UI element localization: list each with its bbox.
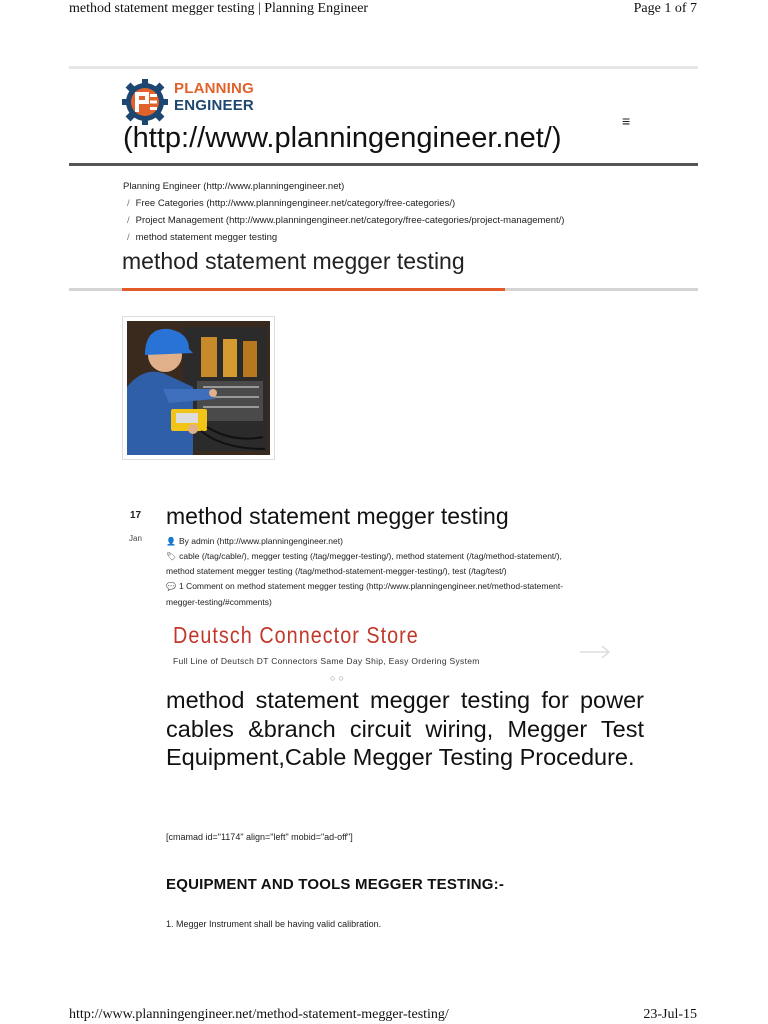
post-author[interactable] (166, 536, 343, 546)
ad-title[interactable]: Deutsch Connector Store (173, 622, 419, 648)
header-divider (69, 163, 698, 166)
breadcrumb-separator: / (127, 215, 130, 226)
logo-wordmark-planning: PLANNING (174, 80, 254, 97)
print-footer-date: 23-Jul-15 (643, 1007, 697, 1022)
tag-icon: 🏷 (166, 552, 177, 561)
user-icon: 👤 (166, 537, 176, 546)
post-tags-continued[interactable]: method statement megger testing (/tag/method-statement-megger-testing/), test (/tag/test/) (166, 566, 507, 576)
post-title: method statement megger testing (166, 503, 509, 529)
breadcrumb-item-project-management[interactable] (127, 215, 564, 226)
breadcrumb-item-home[interactable]: Planning Engineer (http://www.planningengineer.net) (123, 181, 345, 192)
breadcrumb-label: method statement megger testing (135, 232, 278, 243)
top-divider (69, 66, 698, 69)
post-author-text: By admin (http://www.planningengineer.net) (178, 536, 343, 546)
post-tags-text: cable (/tag/cable/), megger testing (/tag/megger-testing/), method statement (/tag/method-statement/), (179, 551, 562, 561)
title-divider-accent (122, 288, 505, 291)
breadcrumb-separator: / (127, 198, 130, 209)
print-page-number: Page 1 of 7 (633, 1, 697, 16)
print-header-title: method statement megger testing | Planning Engineer (69, 1, 369, 16)
post-comments-link-continued[interactable]: megger-testing/#comments) (166, 597, 272, 607)
breadcrumb-label: Project Management (http://www.planningengineer.net/category/free-categories/project-management/) (135, 215, 565, 226)
page-title: method statement megger testing (122, 248, 465, 274)
featured-image (122, 316, 275, 460)
breadcrumb-item-current (127, 232, 277, 243)
logo-wordmark-engineer: ENGINEER (174, 97, 254, 114)
ad-pagination-dots[interactable]: ○○ (330, 673, 347, 683)
post-tags[interactable] (166, 551, 562, 561)
site-home-link[interactable]: (http://www.planningengineer.net/) (123, 122, 562, 154)
comment-icon: 💬 (166, 582, 176, 591)
breadcrumb-label: Free Categories (http://www.planningengineer.net/category/free-categories/) (135, 198, 456, 209)
menu-icon[interactable]: ≡ (622, 113, 631, 129)
intro-heading: method statement megger testing for power cables &branch circuit wiring, Megger Test Equipment,Cable Megger Testing Procedure. (166, 687, 644, 770)
logo-gear-icon (122, 79, 168, 125)
post-date-day: 17 (130, 510, 142, 521)
post-date-month: Jan (129, 534, 142, 543)
breadcrumb-separator: / (127, 232, 130, 243)
arrow-right-icon[interactable] (578, 642, 612, 662)
list-item: 1. Megger Instrument shall be having valid calibration. (166, 919, 382, 929)
post-comments-link[interactable] (166, 581, 563, 591)
breadcrumb-item-free-categories[interactable] (127, 198, 455, 209)
ad-subtitle[interactable]: Full Line of Deutsch DT Connectors Same Day Ship, Easy Ordering System (173, 656, 480, 666)
shortcode-text: [cmamad id="1174" align="left" mobid="ad-off"] (166, 832, 353, 842)
section-heading: EQUIPMENT AND TOOLS MEGGER TESTING:- (166, 876, 505, 893)
post-comments-text: 1 Comment on method statement megger testing (http://www.planningengineer.net/method-statement- (178, 581, 564, 591)
print-footer-url: http://www.planningengineer.net/method-statement-megger-testing/ (69, 1007, 449, 1022)
